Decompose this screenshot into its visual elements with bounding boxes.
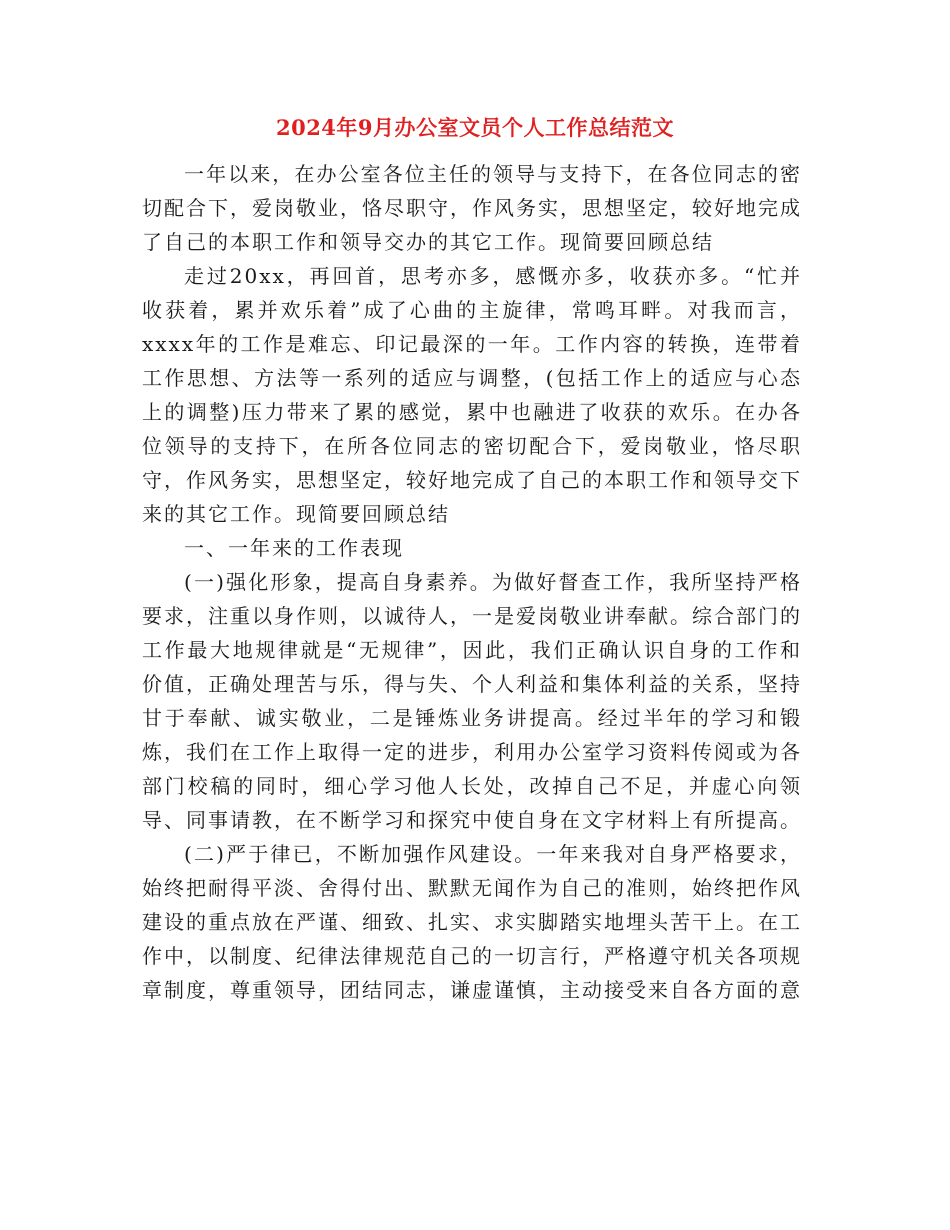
paragraph-strengthen-image: (一)强化形象，提高自身素养。为做好督查工作，我所坚持严格要求，注重以身作则，以诚待人，一是爱岗敬业讲奉献。综合部门的工作最大地规律就是“无规律”，因此，我们正确认识自身的工作和价值，正确处理苦与乐，得与失、个人利益和集体利益的关系，坚持甘于奉献、诚实敬业，二是锤炼业务讲提高。经过半年的学习和锻炼，我们在工作上取得一定的进步，利用办公室学习资料传阅或为各部门校稿的同时，细心学习他人长处，改掉自己不足，并虚心向领导、同事请教，在不断学习和探究中使自身在文字材料上有所提高。 <box>142 570 802 832</box>
paragraph-review: 走过20xx，再回首，思考亦多，感慨亦多，收获亦多。“忙并收获着，累并欢乐着”成了心曲的主旋律，常鸣耳畔。对我而言，xxxx年的工作是难忘、印记最深的一年。工作内容的转换，连带着工作思想、方法等一系列的适应与调整，(包括工作上的适应与心态上的调整)压力带来了累的感觉，累中也融进了收获的欢乐。在办各位领导的支持下，在所各位同志的密切配合下，爱岗敬业，恪尽职守，作风务实，思想坚定，较好地完成了自己的本职工作和领导交下来的其它工作。现简要回顾总结 <box>142 264 802 526</box>
document-body <box>142 157 802 1007</box>
section-heading-work-performance: 一、一年来的工作表现 <box>184 536 404 560</box>
paragraph-intro: 一年以来，在办公室各位主任的领导与支持下，在各位同志的密切配合下，爱岗敬业，恪尽职守，作风务实，思想坚定，较好地完成了自己的本职工作和领导交办的其它工作。现简要回顾总结 <box>142 162 802 254</box>
document-title: 2024年9月办公室文员个人工作总结范文 <box>275 115 675 140</box>
paragraph-self-discipline: (二)严于律已，不断加强作风建设。一年来我对自身严格要求，始终把耐得平淡、舍得付出、默默无闻作为自己的准则，始终把作风建设的重点放在严谨、细致、扎实、求实脚踏实地埋头苦干上。在工作中，以制度、纪律法律规范自己的一切言行，严格遵守机关各项规章制度，尊重领导，团结同志，谦虚谨慎，主动接受来自各方面的意 <box>142 842 802 1002</box>
